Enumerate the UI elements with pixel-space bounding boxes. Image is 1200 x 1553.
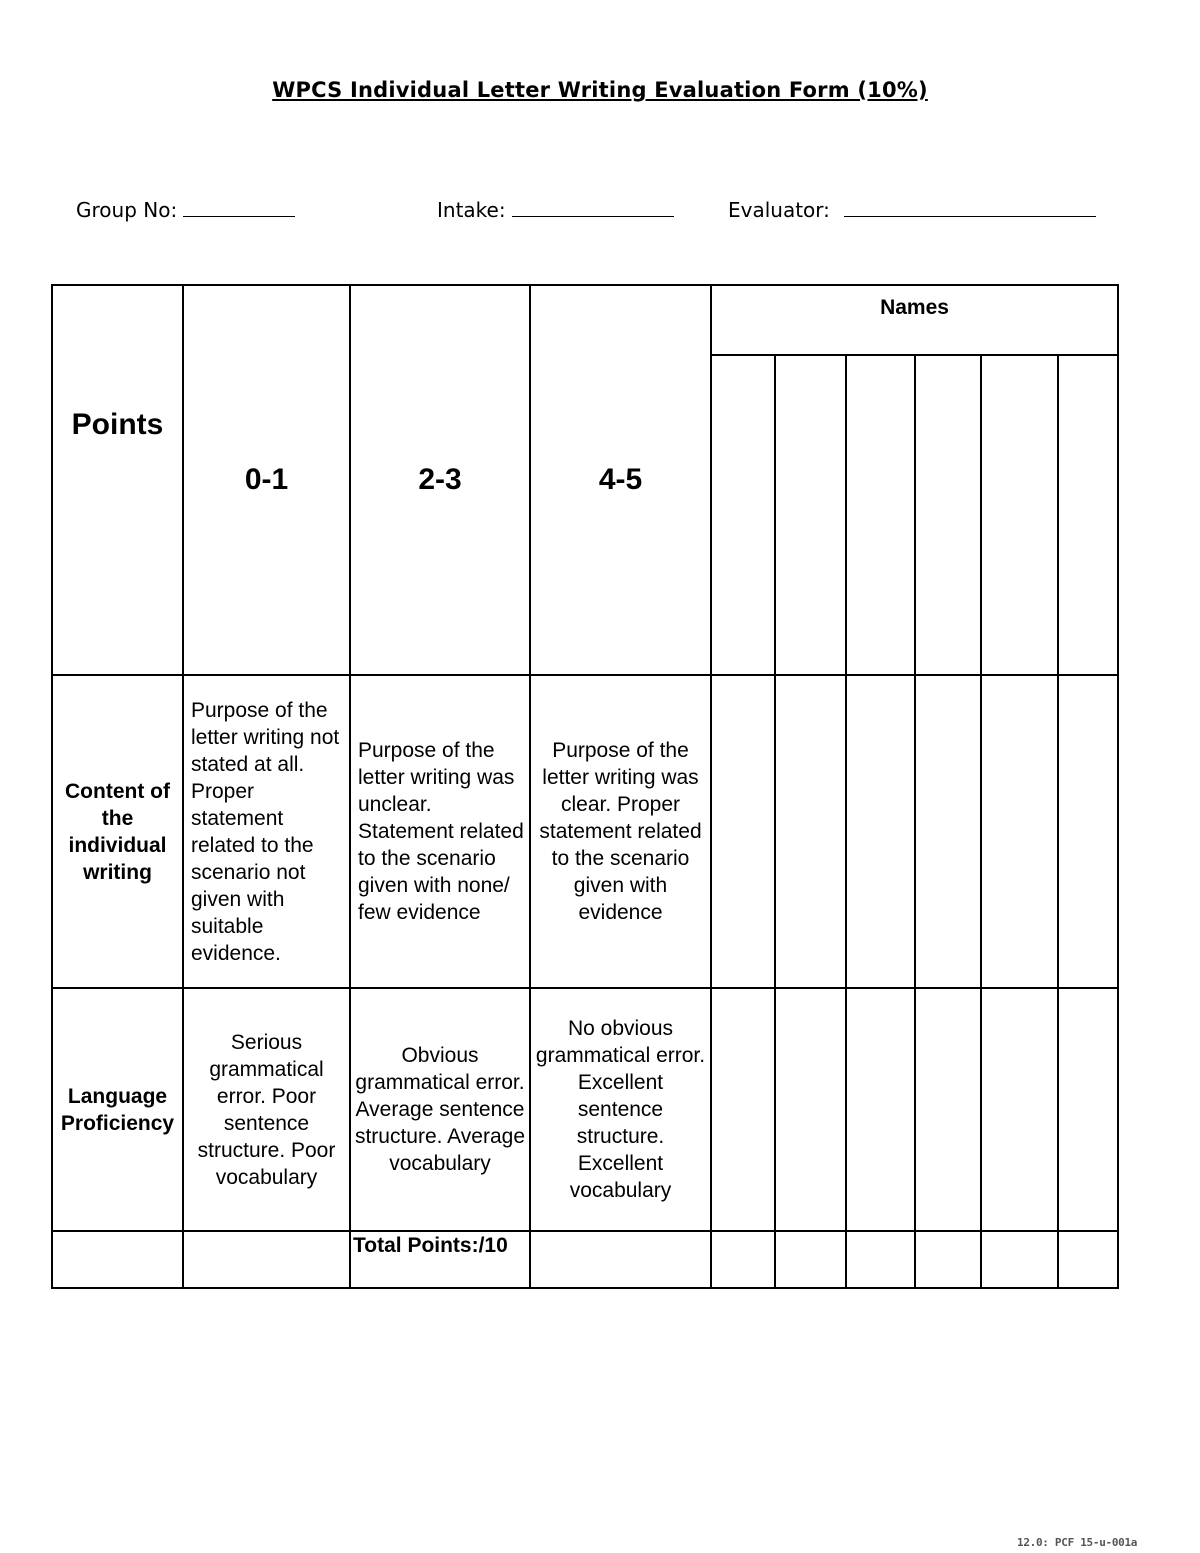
name-slot-3[interactable] [846,355,915,675]
total-row [52,1231,1118,1288]
language-descriptor-4-5: No obvious grammatical error. Excellent sentence structure. Excellent vocabulary [530,988,711,1231]
score-cell[interactable] [1058,988,1118,1231]
total-points-label: Total Points:/10 [350,1231,530,1288]
group-no-field[interactable] [76,198,295,222]
criterion-language-label: Language Proficiency [52,988,183,1231]
score-cell[interactable] [775,988,846,1231]
document-code: 12.0: PCF 15-u-001a [1017,1536,1138,1549]
name-slot-2[interactable] [775,355,846,675]
name-slot-4[interactable] [915,355,981,675]
total-score-cell[interactable] [915,1231,981,1288]
total-score-cell[interactable] [846,1231,915,1288]
score-cell[interactable] [1058,675,1118,988]
score-cell[interactable] [775,675,846,988]
intake-field[interactable] [437,198,674,222]
criterion-row-content [52,675,1118,988]
evaluator-label: Evaluator: [728,198,830,222]
header-row [52,285,1118,355]
total-empty-cell [52,1231,183,1288]
score-cell[interactable] [915,988,981,1231]
total-score-cell[interactable] [1058,1231,1118,1288]
content-descriptor-0-1: Purpose of the letter writing not stated at all. Proper statement related to the scenario not given with suitable evidence. [183,675,350,988]
evaluation-rubric-table [51,284,1119,1289]
score-cell[interactable] [711,675,775,988]
language-descriptor-2-3: Obvious grammatical error. Average sentence structure. Average vocabulary [350,988,530,1231]
group-no-blank[interactable] [183,198,295,217]
intake-label: Intake: [437,198,506,222]
content-descriptor-4-5: Purpose of the letter writing was clear. Proper statement related to the scenario given with evidence [530,675,711,988]
score-cell[interactable] [915,675,981,988]
score-header-4-5: 4-5 [530,285,711,675]
group-no-label: Group No: [76,198,178,222]
evaluator-blank[interactable] [844,198,1096,217]
evaluator-field[interactable] [728,198,1096,222]
score-cell[interactable] [711,988,775,1231]
score-header-2-3: 2-3 [350,285,530,675]
total-empty-cell [183,1231,350,1288]
names-header: Names [711,285,1118,355]
name-slot-6[interactable] [1058,355,1118,675]
score-cell[interactable] [846,675,915,988]
form-title: WPCS Individual Letter Writing Evaluation Form (10%) [272,78,928,102]
form-header-fields [0,198,1200,228]
total-score-cell[interactable] [981,1231,1058,1288]
name-slot-5[interactable] [981,355,1058,675]
total-score-cell[interactable] [775,1231,846,1288]
score-cell[interactable] [981,675,1058,988]
score-header-0-1: 0-1 [183,285,350,675]
total-empty-cell [530,1231,711,1288]
score-cell[interactable] [846,988,915,1231]
score-cell[interactable] [981,988,1058,1231]
total-score-cell[interactable] [711,1231,775,1288]
language-descriptor-0-1: Serious grammatical error. Poor sentence structure. Poor vocabulary [183,988,350,1231]
content-descriptor-2-3: Purpose of the letter writing was unclear. Statement related to the scenario given with none/ few evidence [350,675,530,988]
intake-blank[interactable] [512,198,674,217]
criterion-content-label: Content of the individual writing [52,675,183,988]
name-slot-1[interactable] [711,355,775,675]
criterion-row-language [52,988,1118,1231]
points-header: Points [52,285,183,675]
